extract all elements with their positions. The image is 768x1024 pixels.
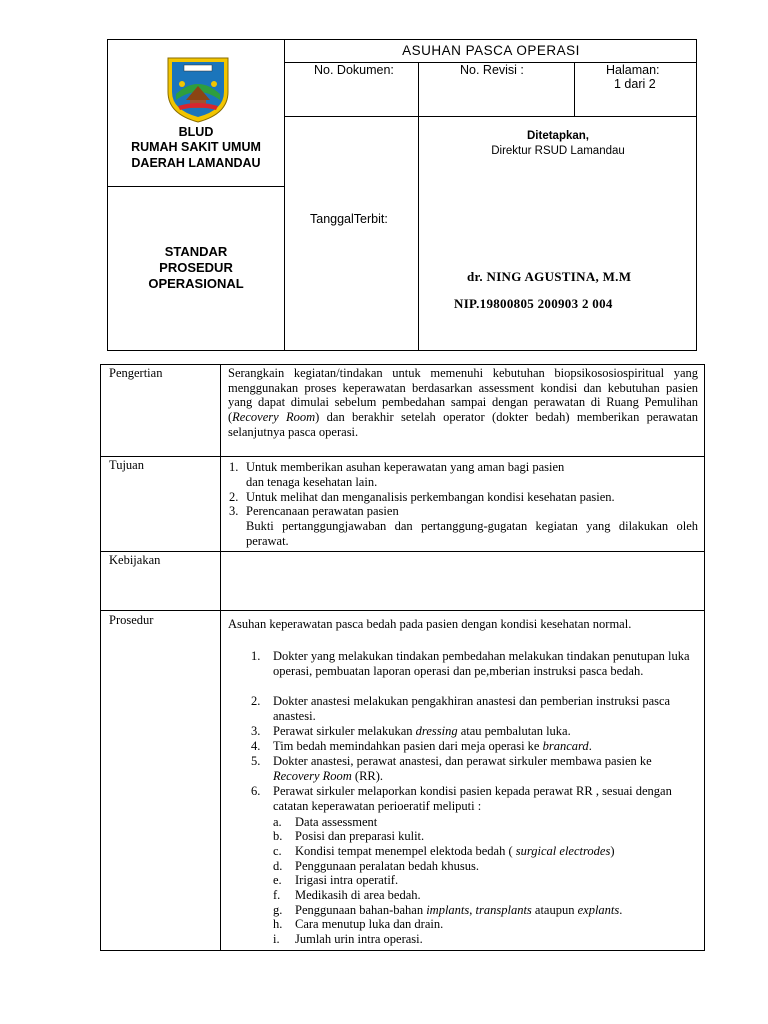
prosedur-sub-item-i: i. Jumlah urin intra operasi.	[273, 932, 423, 947]
prosedur-sub-item-h: h. Cara menutup luka dan drain.	[273, 917, 444, 932]
prosedur-sub-item-c: c. Kondisi tempat menempel elektoda bedah ( surgical electrodes)	[273, 843, 615, 858]
prosedur-sub-item-g: g. Penggunaan bahan-bahan implants, transplants ataupun explants.	[273, 902, 623, 917]
sop-label-line-2: PROSEDUR	[159, 260, 233, 275]
approval-role: Direktur RSUD Lamandau	[491, 145, 625, 157]
doc-number-label: No. Dokumen:	[314, 63, 394, 77]
revision-label: No. Revisi :	[460, 63, 524, 77]
tujuan-item-2: 2. Untuk melihat dan menganalisis perkembangan kondisi kesehatan pasien.	[229, 489, 615, 504]
prosedur-step-2: 2. Dokter anastesi melakukan pengakhiran anastesi dan pemberian instruksi pasca anastesi.	[251, 694, 671, 723]
signer-name: dr. NING AGUSTINA, M.M	[467, 269, 632, 284]
pengertian-text: Serangkain kegiatan/tindakan untuk memenuhi kebutuhan biopsikososiospiritual yang menggunakan proses keperawatan berdasarkan assessment kondisi dan kebutuhan pasien yang dapat dimulai sebelum pembedahan sampai dengan perawatan di Ruang Pemulihan (Recovery Room) dan berakhir setelah operator (dokter bedah) memberikan perawatan selanjutnya pasca operasi.	[228, 366, 699, 439]
section-label-tujuan: Tujuan	[109, 458, 144, 472]
sop-header-table	[107, 39, 697, 351]
prosedur-sub-item-b: b. Posisi dan preparasi kulit.	[273, 829, 425, 844]
sop-label-line-1: STANDAR	[164, 244, 228, 259]
signer-nip: NIP.19800805 200903 2 004	[454, 296, 613, 311]
prosedur-sub-item-f: f. Medikasih di area bedah.	[273, 888, 421, 902]
prosedur-intro: Asuhan keperawatan pasca bedah pada pasien dengan kondisi kesehatan normal.	[228, 617, 632, 631]
prosedur-sub-item-d: d. Penggunaan peralatan bedah khusus.	[273, 858, 479, 873]
prosedur-step-5: 5. Dokter anastesi, perawat anastesi, dan perawat sirkuler membawa pasien ke Recovery Room (RR).	[251, 754, 652, 783]
org-name-line-1: BLUD	[178, 125, 214, 139]
section-label-prosedur: Prosedur	[109, 613, 154, 627]
sop-label-line-3: OPERASIONAL	[148, 276, 244, 291]
document-title: ASUHAN PASCA OPERASI	[402, 43, 580, 58]
page-value: 1 dari 2	[614, 77, 656, 91]
hospital-logo	[164, 54, 232, 124]
tujuan-item-1: 1. Untuk memberikan asuhan keperawatan yang aman bagi pasien dan tenaga kesehatan lain.	[229, 460, 565, 489]
section-label-kebijakan: Kebijakan	[109, 553, 161, 567]
prosedur-step-1: 1. Dokter yang melakukan tindakan pembedahan melakukan tindakan penutupan luka operasi, pembuatan laporan operasi dan pe,mberian instruksi pasca bedah.	[251, 649, 690, 678]
org-name-line-2: RUMAH SAKIT UMUM	[131, 140, 261, 154]
issue-date-label: TanggalTerbit:	[310, 212, 388, 226]
sop-content-table	[100, 364, 705, 951]
tujuan-item-3: 3. Perencanaan perawatan pasien Bukti pertanggungjawaban dan pertanggung-gugatan kegiatan yang dilakukan oleh perawat.	[229, 504, 698, 548]
prosedur-step-4: 4. Tim bedah memindahkan pasien dari meja operasi ke brancard.	[251, 739, 592, 753]
prosedur-sub-item-e: e. Irigasi intra operatif.	[273, 873, 399, 888]
section-label-pengertian: Pengertian	[109, 366, 163, 380]
org-name-line-3: DAERAH LAMANDAU	[131, 156, 261, 170]
approval-label: Ditetapkan,	[527, 130, 589, 142]
prosedur-sub-item-a: a. Data assessment	[273, 814, 378, 829]
prosedur-step-3: 3. Perawat sirkuler melakukan dressing atau pembalutan luka.	[251, 724, 571, 738]
prosedur-step-6: 6. Perawat sirkuler melaporkan kondisi pasien kepada perawat RR , sesuai dengan catatan keperawatan perioeratif meliputi :	[251, 784, 672, 813]
page-label: Halaman:	[606, 63, 660, 77]
